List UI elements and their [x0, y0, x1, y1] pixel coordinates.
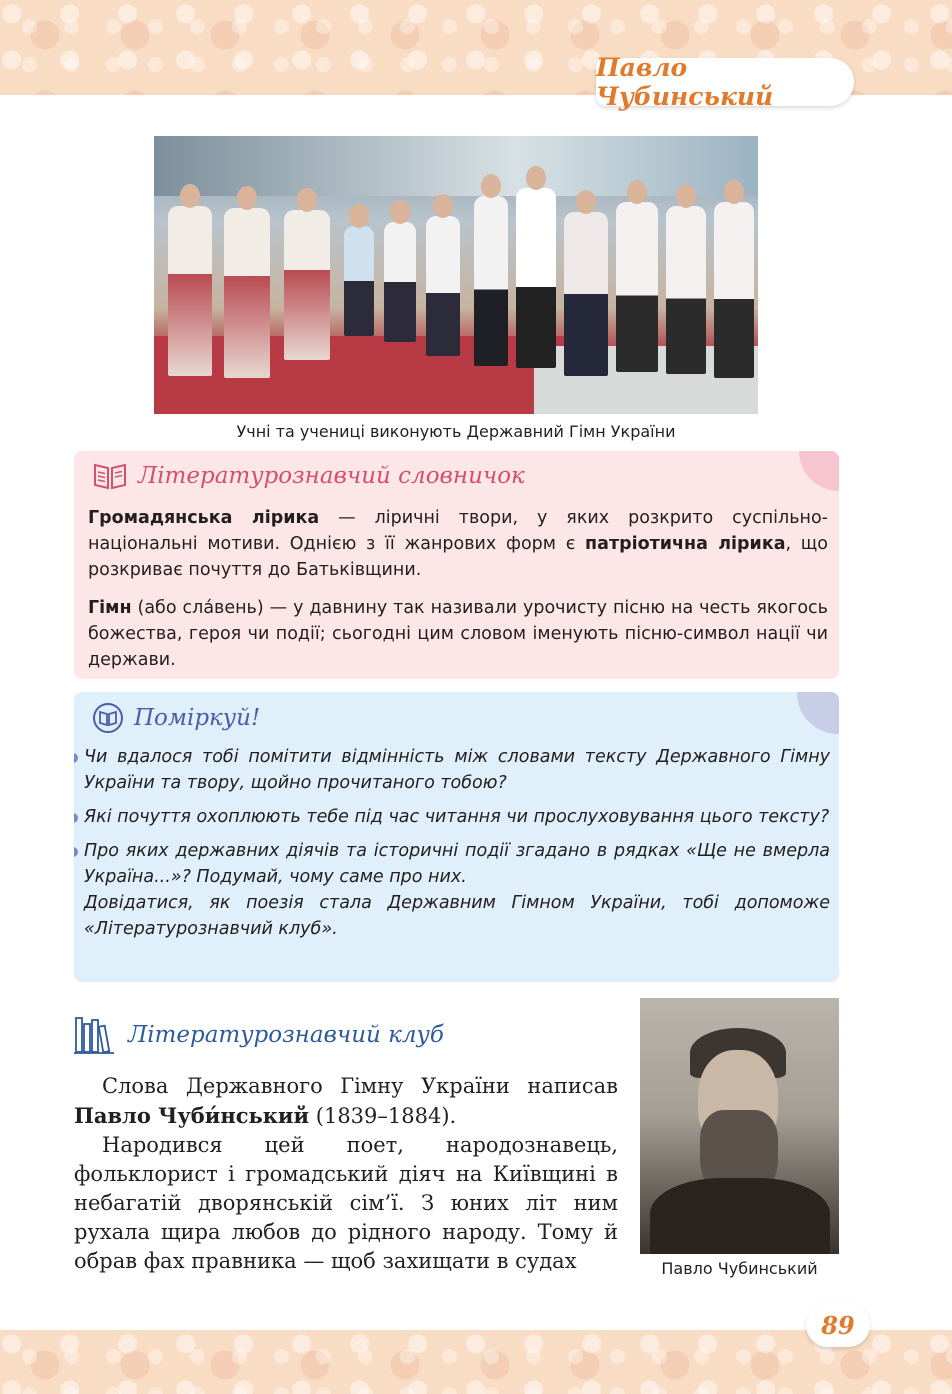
question-list — [84, 744, 830, 950]
reflect-heading — [92, 702, 260, 734]
definition-text: — ліричні твори, у яких розкрито суспільно-національні мотиви. Однією з її жанрових форм є — [88, 508, 828, 554]
photo-caption: Учні та учениці виконують Державний Гімн України — [236, 422, 676, 441]
photo-person — [666, 206, 706, 374]
question-text: Про яких державних діячів та історичні події згадано в рядках «Ще не вмерла Україна...»? Подумай, чому саме про них. — [84, 841, 830, 887]
question-item — [84, 744, 830, 796]
photo-person — [168, 206, 212, 376]
club-heading — [74, 1016, 444, 1054]
page-number: 89 — [806, 1303, 870, 1347]
photo-person — [344, 226, 374, 336]
photo-person — [564, 212, 608, 376]
term-anthem: Гімн — [88, 598, 132, 618]
photo-carpet — [154, 336, 574, 414]
photo-person — [284, 210, 330, 360]
photo-person — [516, 188, 556, 368]
question-item — [84, 838, 830, 942]
poet-portrait — [640, 998, 839, 1254]
photo-person — [714, 202, 754, 378]
chapter-header-tab — [596, 53, 854, 111]
glossary-definition-anthem — [88, 595, 828, 673]
book-icon — [92, 461, 128, 491]
glossary-corner-decoration — [799, 451, 839, 491]
bullet-icon — [74, 847, 78, 857]
glossary-box — [74, 451, 839, 679]
term-patriotic-lyric: патріотична лірика — [585, 534, 786, 554]
club-article — [74, 1072, 618, 1276]
glossary-definition-civic-lyric — [88, 505, 828, 583]
question-item — [84, 804, 830, 830]
bookshelf-icon — [74, 1016, 114, 1054]
open-book-icon — [92, 702, 124, 734]
photo-person — [426, 216, 460, 356]
club-text-part: Слова Державного Гімну України написав — [102, 1074, 618, 1098]
portrait-coat — [650, 1178, 830, 1254]
reflect-corner-decoration — [797, 692, 839, 734]
photo-person — [616, 202, 658, 372]
glossary-title: Літературознавчий словничок — [138, 463, 525, 489]
glossary-heading — [92, 461, 525, 491]
definition-text: , що розкриває почуття до Батьківщини. — [88, 534, 828, 580]
chapter-title: Павло Чубинський — [596, 53, 774, 111]
club-paragraph — [74, 1072, 618, 1131]
reflect-title: Поміркуй! — [134, 705, 261, 731]
bullet-icon — [74, 813, 78, 823]
question-text: Які почуття охоплюють тебе під час читання чи прослуховування цього тексту? — [84, 807, 830, 827]
decorative-bottom-band — [0, 1330, 952, 1394]
students-singing-photo — [154, 136, 758, 414]
club-title: Літературознавчий клуб — [128, 1022, 444, 1048]
portrait-caption: Павло Чубинський — [661, 1259, 818, 1278]
club-reference-text: Довідатися, як поезія стала Державним Гімном України, тобі допоможе «Літературознавчий клуб». — [84, 893, 830, 939]
term-civic-lyric: Громадянська лірика — [88, 508, 320, 528]
definition-text: (або сла́вень) — у давнину так називали урочисту пісню на честь якогось божества, героя чи події; сьогодні цим словом іменують пісню-символ нації чи держави. — [88, 598, 828, 670]
photo-person — [384, 222, 416, 342]
photo-person — [474, 196, 508, 366]
club-text-part: (1839–1884). — [309, 1104, 457, 1128]
bullet-icon — [74, 753, 78, 763]
club-paragraph: Народився цей поет, народознавець, фольклорист і громадський діяч на Київщині в небагатій дворянській сім’ї. З юних літ ним рухала щира любов до рідного народу. Тому й обрав фах правника — щоб захищати в судах — [74, 1133, 618, 1273]
question-text: Чи вдалося тобі помітити відмінність між словами тексту Державного Гімну України та твору, щойно прочитаного тобою? — [84, 747, 830, 793]
poet-name: Павло Чуби́нський — [74, 1103, 310, 1128]
reflect-box — [74, 692, 839, 982]
photo-person — [224, 208, 270, 378]
